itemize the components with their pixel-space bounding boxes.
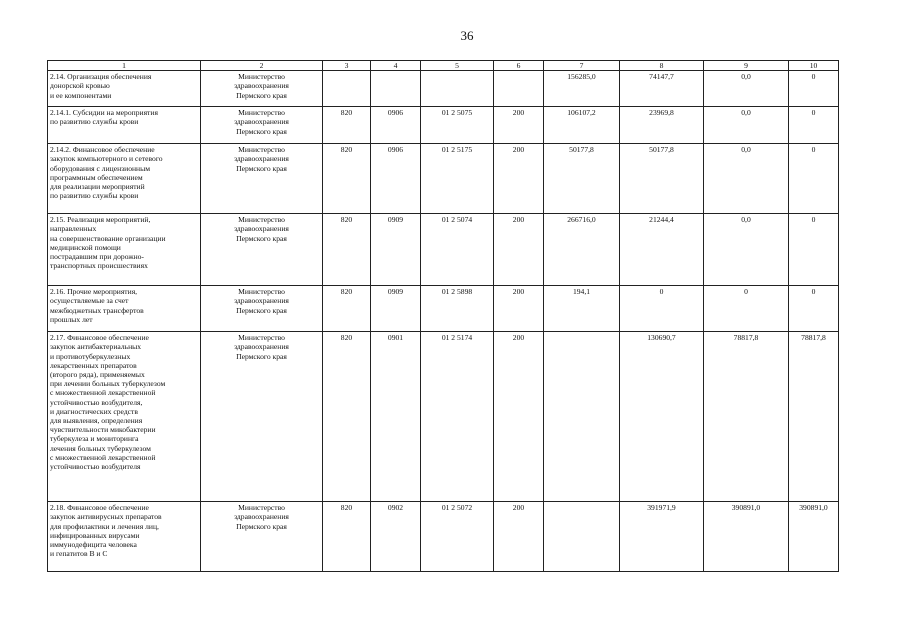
cell-col4 (371, 71, 421, 107)
cell-col7: 194,1 (544, 286, 620, 332)
cell-col4: 0906 (371, 107, 421, 144)
cell-col9: 0,0 (704, 214, 789, 286)
cell-col9: 390891,0 (704, 502, 789, 572)
cell-col7: 106107,2 (544, 107, 620, 144)
row-name: 2.14. Организация обеспечения донорской кровью и ее компонентами (48, 71, 201, 107)
cell-col10: 0 (789, 214, 839, 286)
column-header: 2 (201, 61, 323, 71)
cell-col9: 0,0 (704, 107, 789, 144)
column-header: 7 (544, 61, 620, 71)
column-header: 8 (620, 61, 704, 71)
cell-col5: 01 2 5898 (421, 286, 494, 332)
row-name: 2.16. Прочие мероприятия, осуществляемые за счет межбюджетных трансфертов прошлых лет (48, 286, 201, 332)
column-header: 4 (371, 61, 421, 71)
table-row (48, 332, 839, 502)
header-row (48, 61, 839, 71)
cell-col6: 200 (494, 502, 544, 572)
column-header: 9 (704, 61, 789, 71)
table-row (48, 71, 839, 107)
cell-col10: 390891,0 (789, 502, 839, 572)
cell-col6: 200 (494, 332, 544, 502)
row-organization: Министерство здравоохранения Пермского края (201, 502, 323, 572)
column-header: 6 (494, 61, 544, 71)
cell-col3: 820 (323, 214, 371, 286)
column-header: 5 (421, 61, 494, 71)
cell-col5: 01 2 5072 (421, 502, 494, 572)
cell-col7: 266716,0 (544, 214, 620, 286)
cell-col8: 21244,4 (620, 214, 704, 286)
row-organization: Министерство здравоохранения Пермского края (201, 144, 323, 214)
cell-col3: 820 (323, 286, 371, 332)
cell-col5: 01 2 5175 (421, 144, 494, 214)
row-organization: Министерство здравоохранения Пермского края (201, 107, 323, 144)
cell-col7 (544, 502, 620, 572)
cell-col3: 820 (323, 332, 371, 502)
cell-col10: 0 (789, 286, 839, 332)
cell-col9: 0,0 (704, 71, 789, 107)
cell-col3: 820 (323, 144, 371, 214)
cell-col3: 820 (323, 107, 371, 144)
cell-col8: 50177,8 (620, 144, 704, 214)
row-name: 2.18. Финансовое обеспечение закупок антивирусных препаратов для профилактики и лечения лиц, инфицированных вирусами иммунодефицита человека и гепатитов В и С (48, 502, 201, 572)
cell-col8: 74147,7 (620, 71, 704, 107)
cell-col10: 0 (789, 107, 839, 144)
cell-col5: 01 2 5174 (421, 332, 494, 502)
table-row (48, 214, 839, 286)
cell-col4: 0901 (371, 332, 421, 502)
cell-col6: 200 (494, 144, 544, 214)
row-organization: Министерство здравоохранения Пермского края (201, 214, 323, 286)
cell-col9: 0 (704, 286, 789, 332)
cell-col8: 391971,9 (620, 502, 704, 572)
row-name: 2.17. Финансовое обеспечение закупок антибактериальных и противотуберкулезных лекарственных препаратов (второго ряда), применяемых при лечении больных туберкулезом с множественной лекарственной устойчивостью возбудителя, и диагностических средств для выявления, определения чувствительности микобактерии туберкулеза и мониторинга лечения больных туберкулезом с множественной лекарственной устойчивостью возбудителя (48, 332, 201, 502)
row-name: 2.15. Реализация мероприятий, направленных на совершенствование организации медицинской помощи пострадавшим при дорожно- транспортных происшествиях (48, 214, 201, 286)
cell-col8: 23969,8 (620, 107, 704, 144)
cell-col4: 0902 (371, 502, 421, 572)
cell-col6: 200 (494, 214, 544, 286)
column-header: 1 (48, 61, 201, 71)
cell-col3: 820 (323, 502, 371, 572)
cell-col4: 0909 (371, 286, 421, 332)
table-row (48, 107, 839, 144)
row-name: 2.14.1. Субсидии на мероприятия по развитию службы крови (48, 107, 201, 144)
page-number: 36 (460, 28, 474, 43)
cell-col9: 0,0 (704, 144, 789, 214)
table-row (48, 502, 839, 572)
row-name: 2.14.2. Финансовое обеспечение закупок компьютерного и сетевого оборудования с лицензионным программным обеспечением для реализации мероприятий по развитию службы крови (48, 144, 201, 214)
table-row (48, 144, 839, 214)
cell-col8: 130690,7 (620, 332, 704, 502)
cell-col5: 01 2 5074 (421, 214, 494, 286)
cell-col4: 0909 (371, 214, 421, 286)
cell-col10: 0 (789, 144, 839, 214)
budget-table (47, 60, 839, 572)
cell-col7 (544, 332, 620, 502)
cell-col9: 78817,8 (704, 332, 789, 502)
cell-col10: 0 (789, 71, 839, 107)
cell-col6: 200 (494, 286, 544, 332)
column-header: 3 (323, 61, 371, 71)
cell-col5: 01 2 5075 (421, 107, 494, 144)
cell-col6: 200 (494, 107, 544, 144)
cell-col7: 50177,8 (544, 144, 620, 214)
column-header: 10 (789, 61, 839, 71)
cell-col7: 156285,0 (544, 71, 620, 107)
table-row (48, 286, 839, 332)
cell-col5 (421, 71, 494, 107)
cell-col10: 78817,8 (789, 332, 839, 502)
row-organization: Министерство здравоохранения Пермского края (201, 71, 323, 107)
cell-col8: 0 (620, 286, 704, 332)
cell-col3 (323, 71, 371, 107)
row-organization: Министерство здравоохранения Пермского края (201, 286, 323, 332)
cell-col6 (494, 71, 544, 107)
row-organization: Министерство здравоохранения Пермского края (201, 332, 323, 502)
cell-col4: 0906 (371, 144, 421, 214)
